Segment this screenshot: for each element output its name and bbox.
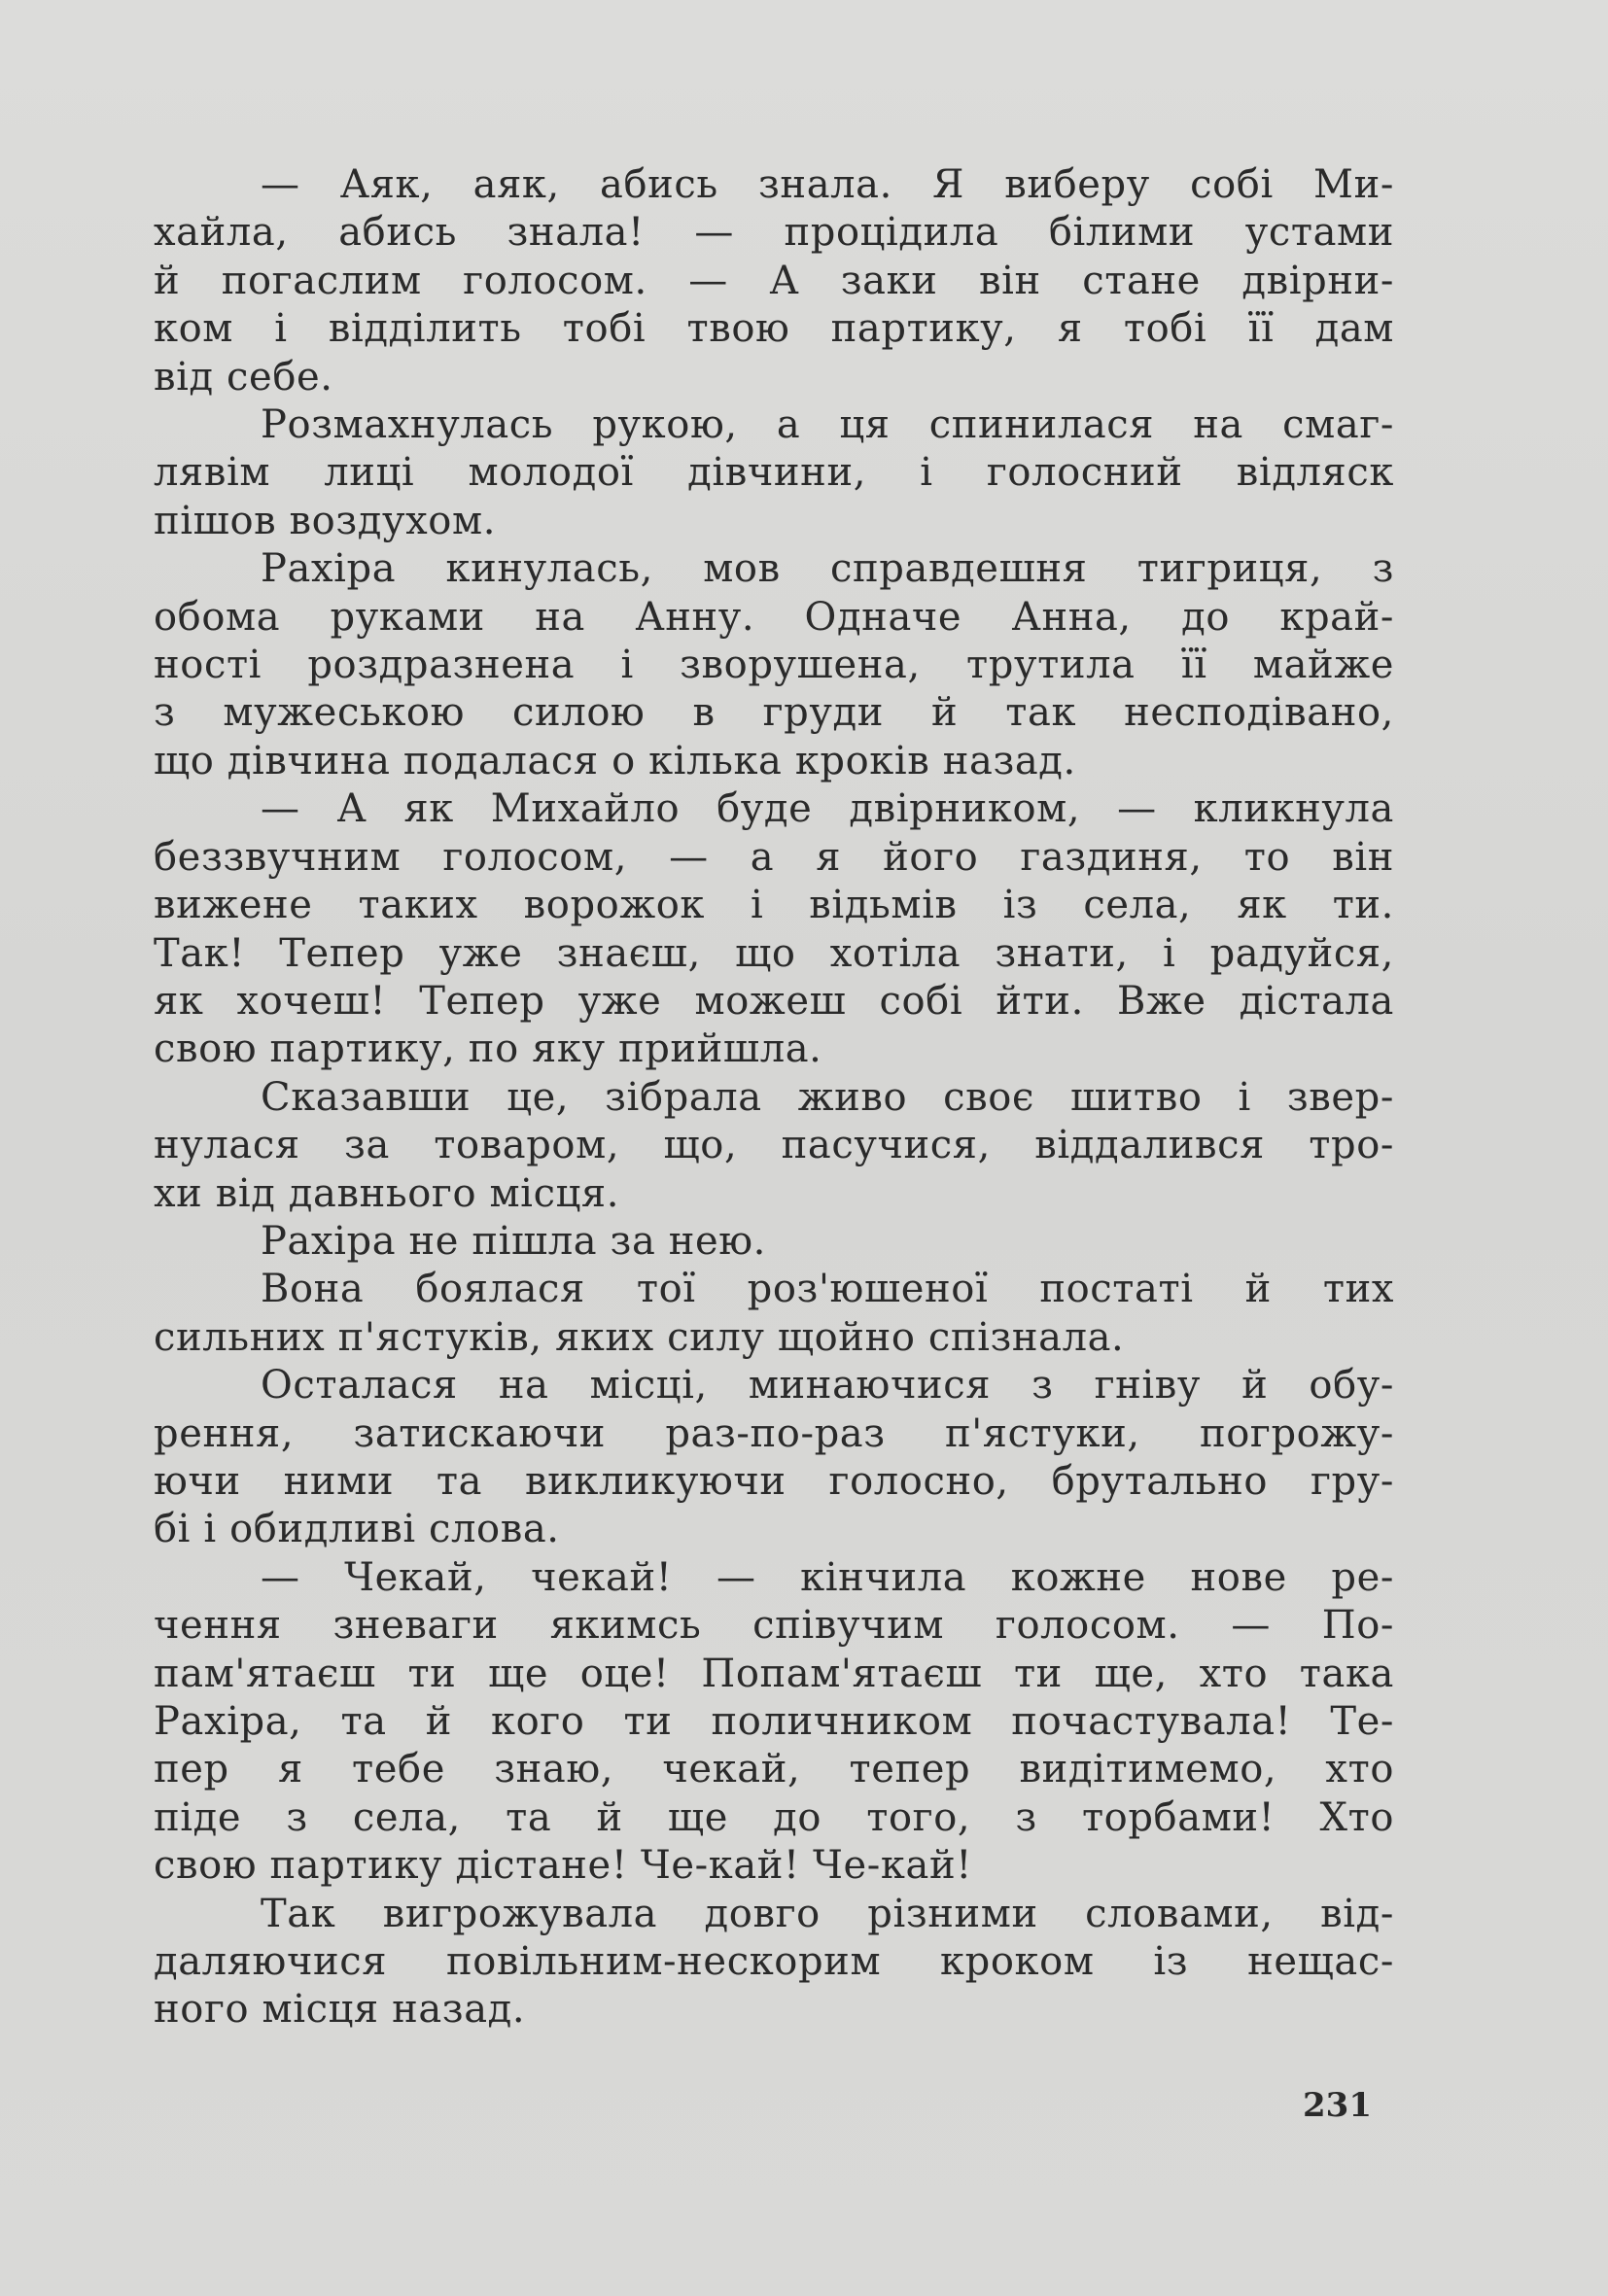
text-line: що дівчина подалася о кілька кроків назад. [154,738,1076,783]
paragraph [154,1362,1394,1554]
text-line: даляючися повільним-нескорим кроком із нещас- [154,1939,1394,1985]
text-line: — А як Михайло буде двірником, — кликнула [261,786,1394,832]
text-line: — Чекай, чекай! — кінчила кожне нове ре- [261,1554,1394,1600]
paragraph [154,1554,1394,1891]
text-line: обома руками на Анну. Одначе Анна, до край- [154,594,1394,640]
text-line: хи від давнього місця. [154,1170,620,1216]
text-line: рення, затискаючи раз-по-раз п'ястуки, погрожу- [154,1410,1394,1456]
text-line: беззвучним голосом, — а я його газдиня, то він [154,834,1394,880]
text-line: з мужеською силою в груди й так несподівано, [154,690,1394,736]
page-text [154,161,1394,2035]
paragraph [154,1074,1394,1218]
text-line: ком і відділить тобі твою партику, я тобі її дам [154,306,1394,352]
paragraph [154,1266,1394,1362]
text-line: Так вигрожувала довго різними словами, від- [261,1891,1394,1936]
paragraph [154,545,1394,785]
text-line: й погаслим голосом. — А заки він стане двірни- [154,258,1394,303]
text-line: бі і обидливі слова. [154,1507,560,1552]
text-line: піде з села, та й ще до того, з торбами! Хто [154,1794,1394,1840]
paragraph [154,161,1394,401]
text-line: від себе. [154,354,333,400]
text-line: як хочеш! Тепер уже можеш собі йти. Вже дістала [154,978,1394,1024]
text-line: ючи ними та викликуючи голосно, брутально гру- [154,1458,1394,1504]
text-line: ного місця назад. [154,1987,526,2033]
text-line: свою партику, по яку прийшла. [154,1026,822,1072]
text-line: лявім лиці молодої дівчини, і голосний відляск [154,450,1394,496]
text-line: Розмахнулась рукою, а ця спинилася на смаг- [261,402,1394,448]
paragraph [154,401,1394,545]
text-line: Вона боялася тої роз'юшеної постаті й тих [261,1267,1394,1312]
text-line: Рахіра кинулась, мов справдешня тигриця, з [261,546,1394,592]
text-line: — Аяк, аяк, абись знала. Я виберу собі Ми- [261,162,1394,207]
text-line: Рахіра, та й кого ти поличником почастувала! Те- [154,1699,1394,1744]
text-line: Рахіра не пішла за нею. [261,1218,766,1264]
text-line: сильних п'ястуків, яких силу щойно спізнала. [154,1314,1125,1360]
text-line: Осталася на місці, минаючися з гніву й обу- [261,1363,1394,1409]
text-line: пам'ятаєш ти ще оце! Попам'ятаєш ти ще, хто така [154,1651,1394,1696]
text-line: Так! Тепер уже знаєш, що хотіла знати, і радуйся, [154,930,1394,976]
page-number: 231 [1303,2086,1372,2125]
text-line: ності роздразнена і зворушена, трутила її майже [154,643,1394,688]
text-line: пішов воздухом. [154,498,497,543]
text-line: Сказавши це, зібрала живо своє шитво і звер- [261,1074,1394,1120]
text-line: вижене таких ворожок і відьмів із села, як ти. [154,883,1394,928]
text-line: свою партику дістане! Че-кай! Че-кай! [154,1843,972,1889]
text-line: пер я тебе знаю, чекай, тепер видітимемо, хто [154,1747,1394,1792]
text-line: чення зневаги якимсь співучим голосом. — По- [154,1603,1394,1649]
text-line: хайла, абись знала! — процідила білими устами [154,210,1394,256]
paragraph [154,785,1394,1073]
paragraph [154,1891,1394,2035]
paragraph [154,1218,1394,1266]
text-line: нулася за товаром, що, пасучися, віддалився тро- [154,1123,1394,1168]
